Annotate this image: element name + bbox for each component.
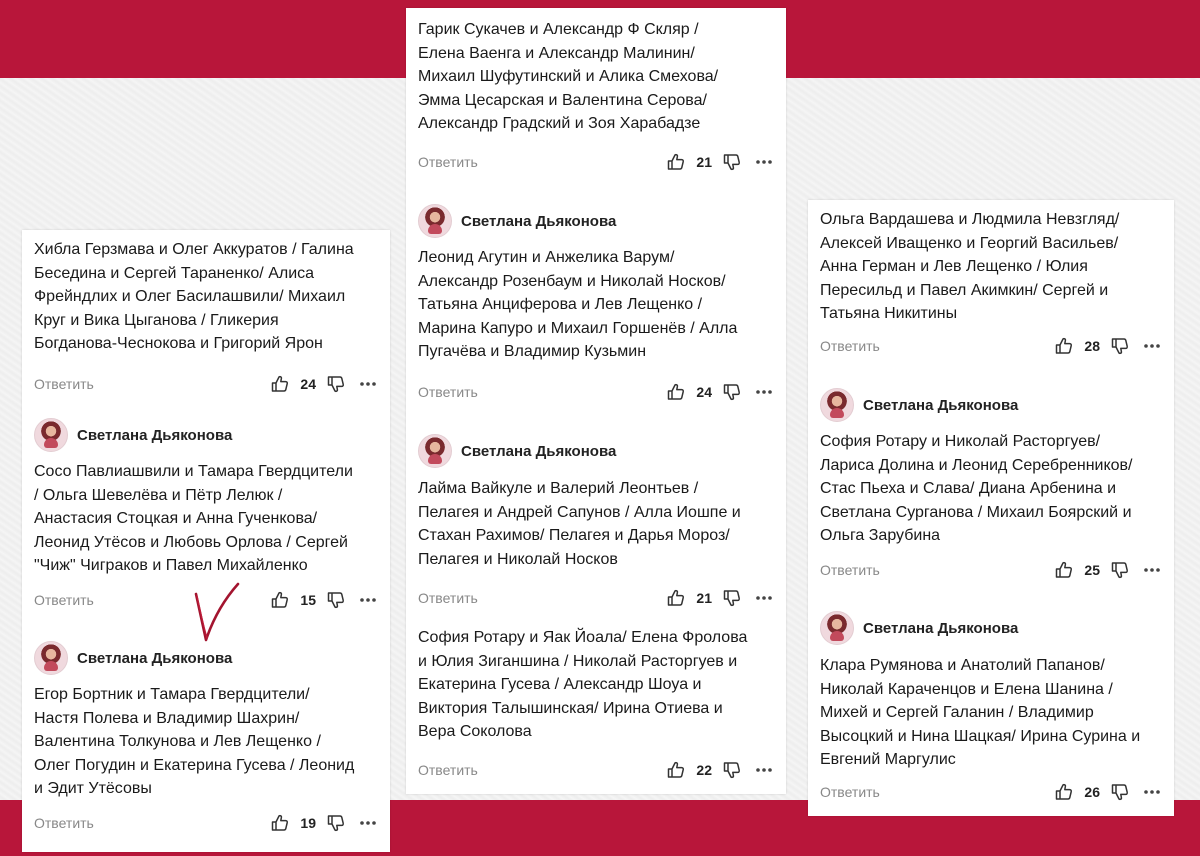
like-count: 28 [1084, 338, 1100, 354]
thumbs-down-icon[interactable] [722, 152, 742, 172]
comment-line: и Эдит Утёсовы [34, 780, 152, 797]
comment-line: София Ротару и Николай Расторгуев/ [820, 433, 1101, 450]
comment-text [820, 430, 1164, 548]
comment-line: Высоцкий и Нина Шацкая/ Ирина Сурина и [820, 727, 1141, 745]
comment-line: Александр Градский и Зоя Харабадзе [418, 115, 701, 132]
author-name[interactable]: Светлана Дьяконова [77, 649, 233, 667]
more-dots-icon[interactable] [754, 382, 774, 402]
comment-line: Стахан Рахимов/ Пелагея и Дарья Мороз/ [418, 527, 730, 544]
avatar[interactable] [418, 204, 452, 238]
comment-line: Евгений Маргулис [820, 751, 956, 768]
checkmark-icon [190, 582, 242, 644]
comment-line: Ольга Зарубина [820, 527, 941, 544]
reply-button[interactable]: Ответить [34, 592, 94, 608]
comment-line: Клара Румянова и Анатолий Папанов/ [820, 657, 1105, 674]
thumbs-up-icon[interactable] [1054, 560, 1074, 580]
comment-line: Пересильд и Павел Акимкин/ Сергей и [820, 281, 1109, 299]
comment-line: Хибла Герзмава и Олег Аккуратов / Галина [34, 241, 354, 258]
reply-button[interactable]: Ответить [34, 376, 94, 392]
comment-line: Анастасия Стоцкая и Анна Гученкова/ [34, 510, 318, 527]
comment-footer [418, 760, 774, 780]
comment-footer [418, 152, 774, 172]
thumbs-up-icon[interactable] [666, 588, 686, 608]
comment-line: Богданова-Чеснокова и Григорий Ярон [34, 335, 323, 352]
reply-button[interactable]: Ответить [820, 338, 880, 354]
comment-line: Стас Пьеха и Слава/ Диана Арбенина и [820, 480, 1117, 497]
reply-button[interactable]: Ответить [418, 762, 478, 778]
reply-button[interactable]: Ответить [418, 590, 478, 606]
more-dots-icon[interactable] [1142, 336, 1162, 356]
comment-line: Михей и Сергей Галанин / Владимир [820, 704, 1094, 721]
comment-line: Алексей Иващенко и Георгий Васильев/ [820, 234, 1119, 252]
comment-footer [820, 560, 1162, 580]
comment-text [34, 238, 380, 356]
avatar[interactable] [418, 434, 452, 468]
more-dots-icon[interactable] [754, 760, 774, 780]
like-count: 25 [1084, 562, 1100, 578]
avatar[interactable] [820, 388, 854, 422]
reply-button[interactable]: Ответить [820, 784, 880, 800]
more-dots-icon[interactable] [1142, 782, 1162, 802]
like-count: 15 [300, 592, 316, 608]
comments-card-middle [406, 8, 786, 794]
more-dots-icon[interactable] [754, 588, 774, 608]
author-name[interactable]: Светлана Дьяконова [461, 442, 617, 460]
comment-line: Татьяна Анциферова и Лев Лещенко / [418, 296, 703, 313]
comment-actions [270, 590, 378, 610]
comment-author [34, 641, 232, 675]
comment-line: Лайма Вайкуле и Валерий Леонтьев / [418, 480, 699, 497]
like-count: 24 [300, 376, 316, 392]
comment-line: Валентина Толкунова и Лев Лещенко / [34, 733, 321, 750]
comment-actions [270, 813, 378, 833]
comment-line: Ольга Вардашева и Людмила Невзгляд/ [820, 211, 1120, 228]
comment-text [34, 460, 380, 578]
comment-actions [1054, 782, 1162, 802]
like-count: 24 [696, 384, 712, 400]
comment-line: Настя Полева и Владимир Шахрин/ [34, 709, 300, 727]
reply-button[interactable]: Ответить [34, 815, 94, 831]
thumbs-down-icon[interactable] [1110, 782, 1130, 802]
thumbs-down-icon[interactable] [1110, 560, 1130, 580]
thumbs-up-icon[interactable] [1054, 336, 1074, 356]
like-count: 19 [300, 815, 316, 831]
comment-author [418, 204, 616, 238]
thumbs-down-icon[interactable] [326, 813, 346, 833]
thumbs-down-icon[interactable] [1110, 336, 1130, 356]
comment-actions [1054, 336, 1162, 356]
author-name[interactable]: Светлана Дьяконова [863, 396, 1019, 414]
thumbs-up-icon[interactable] [1054, 782, 1074, 802]
comment-line: Фрейндлих и Олег Басилашвили/ Михаил [34, 288, 346, 305]
comment-footer [820, 336, 1162, 356]
comment-footer [34, 374, 378, 394]
comment-actions [270, 374, 378, 394]
reply-button[interactable]: Ответить [418, 384, 478, 400]
comment-line: / Ольга Шевелёва и Пётр Лелюк / [34, 486, 283, 504]
author-name[interactable]: Светлана Дьяконова [863, 619, 1019, 637]
comment-actions [666, 152, 774, 172]
thumbs-down-icon[interactable] [326, 374, 346, 394]
like-count: 22 [696, 762, 712, 778]
comment-line: Пелагея и Андрей Сапунов / Алла Иошпе и [418, 503, 741, 521]
comment-actions [1054, 560, 1162, 580]
comment-line: Марина Капуро и Михаил Горшенёв / Алла [418, 319, 738, 337]
comment-line: Леонид Агутин и Анжелика Варум/ [418, 249, 675, 266]
comment-line: Леонид Утёсов и Любовь Орлова / Сергей [34, 533, 348, 551]
more-dots-icon[interactable] [358, 590, 378, 610]
comment-author [820, 388, 1018, 422]
thumbs-down-icon[interactable] [722, 588, 742, 608]
reply-button[interactable]: Ответить [418, 154, 478, 170]
comment-line: и Юлия Зиганшина / Николай Расторгуев и [418, 652, 738, 670]
comment-line: Татьяна Никитины [820, 305, 958, 322]
comment-line: Михаил Шуфутинский и Алика Смехова/ [418, 68, 719, 85]
comment-line: Эмма Цесарская и Валентина Серова/ [418, 91, 707, 109]
thumbs-up-icon[interactable] [270, 590, 290, 610]
comments-card-right [808, 200, 1174, 816]
comment-line: Елена Ваенга и Александр Малинин/ [418, 44, 695, 62]
comment-actions [666, 382, 774, 402]
comment-author [34, 418, 232, 452]
avatar[interactable] [34, 418, 68, 452]
comment-footer [418, 588, 774, 608]
comment-text [418, 626, 776, 744]
comment-line: Гарик Сукачев и Александр Ф Скляр / [418, 21, 699, 38]
reply-button[interactable]: Ответить [820, 562, 880, 578]
comment-actions [666, 588, 774, 608]
comment-line: Александр Розенбаум и Николай Носков/ [418, 272, 726, 290]
comment-text [418, 477, 776, 571]
comment-text [34, 683, 380, 801]
comment-line: Егор Бортник и Тамара Гвердцители/ [34, 686, 310, 703]
thumbs-up-icon[interactable] [666, 152, 686, 172]
author-name[interactable]: Светлана Дьяконова [77, 426, 233, 444]
more-dots-icon[interactable] [358, 813, 378, 833]
comment-footer [418, 382, 774, 402]
comment-author [418, 434, 616, 468]
comment-line: Светлана Сурганова / Михаил Боярский и [820, 503, 1132, 521]
like-count: 21 [696, 590, 712, 606]
like-count: 21 [696, 154, 712, 170]
thumbs-down-icon[interactable] [722, 760, 742, 780]
comment-line: Вера Соколова [418, 723, 532, 740]
thumbs-down-icon[interactable] [326, 590, 346, 610]
comment-author [820, 611, 1018, 645]
comment-line: Виктория Талышинская/ Ирина Отиева и [418, 699, 723, 717]
comment-line: Лариса Долина и Леонид Серебренников/ [820, 456, 1133, 474]
comment-text [418, 246, 776, 364]
comment-footer [820, 782, 1162, 802]
comment-line: Екатерина Гусева / Александр Шоуа и [418, 676, 702, 693]
like-count: 26 [1084, 784, 1100, 800]
thumbs-up-icon[interactable] [270, 813, 290, 833]
thumbs-up-icon[interactable] [666, 382, 686, 402]
comment-line: Николай Караченцов и Елена Шанина / [820, 680, 1113, 698]
thumbs-up-icon[interactable] [666, 760, 686, 780]
comment-line: Олег Погудин и Екатерина Гусева / Леонид [34, 756, 355, 774]
comment-line: Пелагея и Николай Носков [418, 550, 618, 568]
thumbs-up-icon[interactable] [270, 374, 290, 394]
more-dots-icon[interactable] [1142, 560, 1162, 580]
more-dots-icon[interactable] [358, 374, 378, 394]
comment-text [820, 654, 1164, 772]
comment-footer [34, 813, 378, 833]
author-name[interactable]: Светлана Дьяконова [461, 212, 617, 230]
avatar[interactable] [820, 611, 854, 645]
comment-text [418, 18, 776, 136]
comment-line: Сосо Павлиашвили и Тамара Гвердцители [34, 463, 353, 480]
comment-line: София Ротару и Яак Йоала/ Елена Фролова [418, 629, 748, 646]
comment-line: Пугачёва и Владимир Кузьмин [418, 343, 647, 360]
avatar[interactable] [34, 641, 68, 675]
comment-line: Круг и Вика Цыганова / Гликерия [34, 311, 279, 329]
thumbs-down-icon[interactable] [722, 382, 742, 402]
comments-card-left [22, 230, 390, 852]
comment-line: Бесединa и Сергей Тараненко/ Алиса [34, 264, 315, 282]
more-dots-icon[interactable] [754, 152, 774, 172]
comment-line: "Чиж" Чиграков и Павел Михайленко [34, 557, 308, 574]
comment-text [820, 208, 1164, 326]
comment-actions [666, 760, 774, 780]
comment-line: Анна Герман и Лев Лещенко / Юлия [820, 258, 1088, 275]
